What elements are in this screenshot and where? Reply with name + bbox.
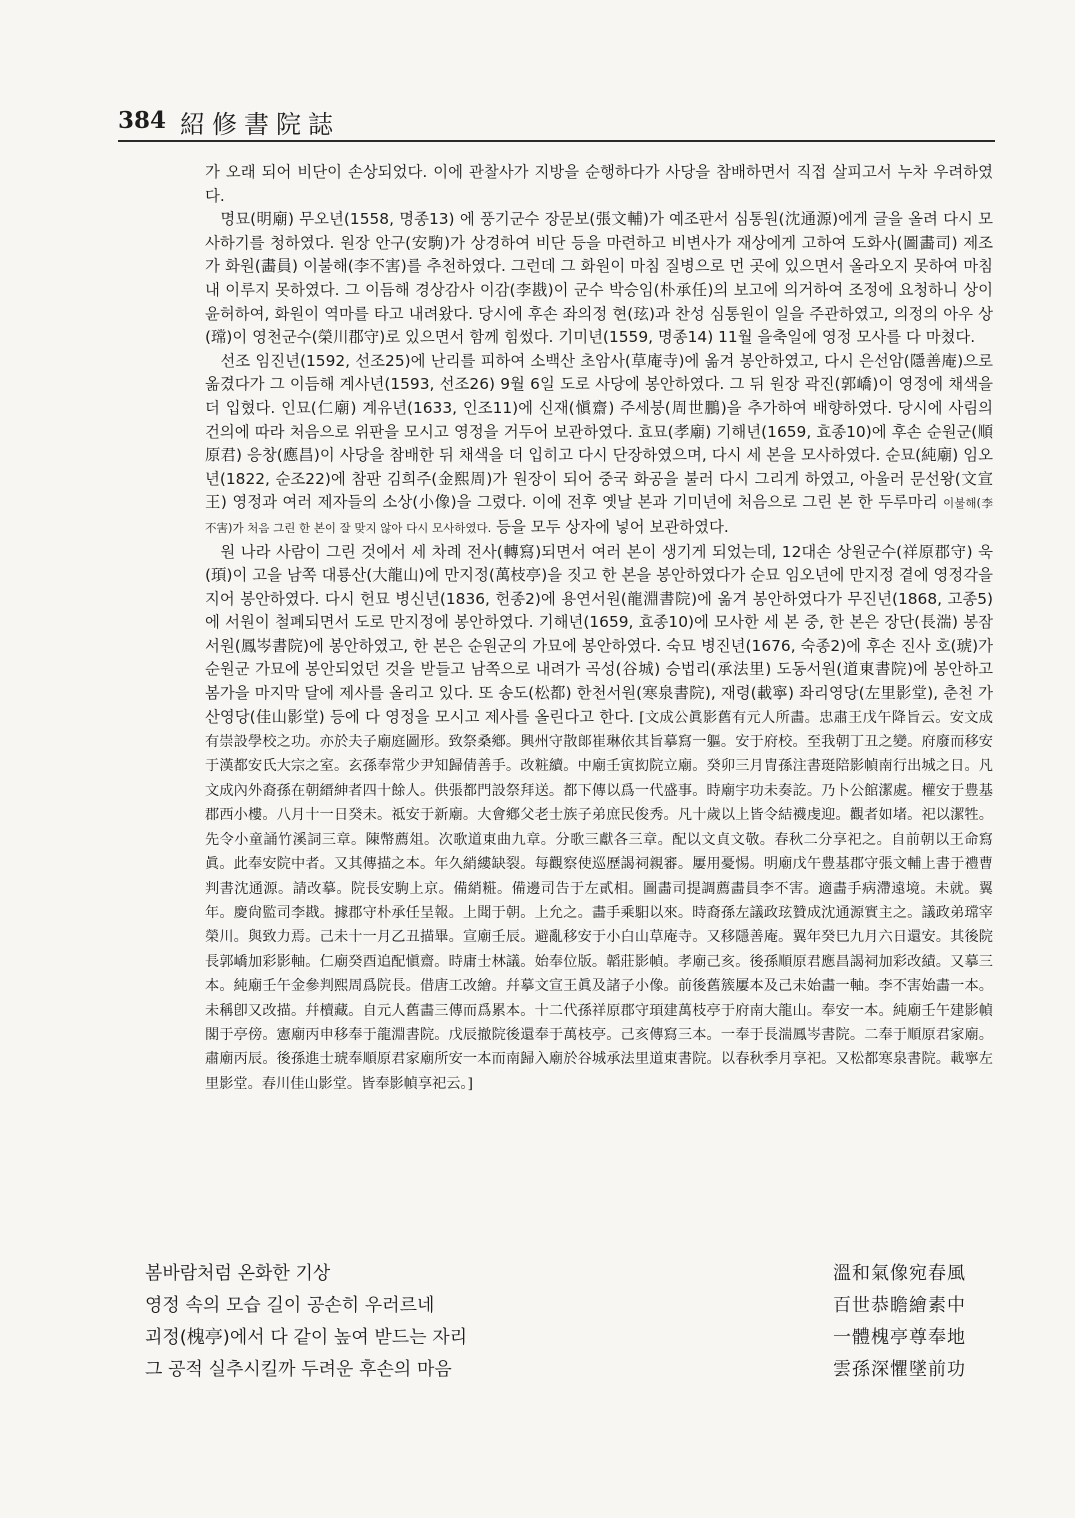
page-header xyxy=(118,103,998,143)
header-rule xyxy=(118,140,995,142)
page-number: 384 xyxy=(118,107,167,134)
inline-note: 이불해(李不害)가 처음 그린 한 본이 잘 맞지 않아 다시 모사하였다. xyxy=(205,496,993,535)
paragraph-4-text: 원 나라 사람이 그린 것에서 세 차례 전사(轉寫)되면서 여러 본이 생기게 되었는데, 12대손 상원군수(祥原郡守) 욱(頊)이 고을 남쪽 대룡산(大龍山)에 만지정(萬枝亭)을 짓고 한 본을 봉안하였다가 순묘 임오년에 만지정 곁에 영정각을 지어 봉안하였다. 다시 헌묘 병신년(1836, 헌종2)에 용연서원(龍淵書院)에 옮겨 봉안하였다가 무진년(1868, 고종5)에 서원이 철폐되면서 도로 만지정에 봉안하였다. 기해년(1659, 효종10)에 모사한 세 본 중, 한 본은 장단(長湍) 봉잠서원(鳳岑書院)에 봉안하였고, 한 본은 순원군의 가묘에 봉안하였다. 숙묘 병진년(1676, 숙종2)에 후손 진사 호(琥)가 순원군 가묘에 봉안되었던 것을 받들고 남쪽으로 내려가 곡성(谷城) 승법리(承法里) 도동서원(道東書院)에 봉안하고 봄가을 마지막 달에 제사를 올리고 있다. 또 송도(松都) 한천서원(寒泉書院), 재령(載寧) 좌리영당(左里影堂), 춘천 가산영당(佳山影堂) 등에 다 영정을 모시고 제사를 올린다고 한다. xyxy=(205,542,993,726)
poem-korean xyxy=(145,1258,705,1386)
paragraph-2: 명묘(明廟) 무오년(1558, 명종13) 에 풍기군수 장문보(張文輔)가 예조판서 심통원(沈通源)에게 글을 올려 다시 모사하기를 청하였다. 원장 안구(安駒)가 상경하여 비단 등을 마련하고 비변사가 재상에게 고하여 도화사(圖畵司) 제조가 화원(畵員) 이불해(李不害)를 추천하였다. 그런데 그 화원이 마침 질병으로 먼 곳에 있으면서 올라오지 못하여 마침내 이루지 못하였다. 그 이듬해 경상감사 이감(李戡)이 군수 박승임(朴承任)의 보고에 의거하여 조정에 요청하니 상이 윤허하여, 화원이 역마를 타고 내려왔다. 당시에 후손 좌의정 현(玹)과 찬성 심통원이 일을 주관하였고, 의정의 아우 상(瑺)이 영천군수(榮川郡守)로 있으면서 함께 힘썼다. 기미년(1559, 명종14) 11월 을축일에 영정 모사를 다 마쳤다. xyxy=(205,210,993,347)
paragraph-4 xyxy=(205,541,993,1097)
paragraph-3-tail: 등을 모두 상자에 넣어 보관하였다. xyxy=(496,517,729,536)
poem-korean-line: 괴정(槐亭)에서 다 같이 높여 받드는 자리 xyxy=(145,1327,468,1348)
poem-korean-line: 봄바람처럼 온화한 기상 xyxy=(145,1263,331,1284)
book-title: 紹修書院誌 xyxy=(180,110,341,139)
paragraph-3-text: 선조 임진년(1592, 선조25)에 난리를 피하여 소백산 초암사(草庵寺)에 옮겨 봉안하였고, 다시 은선암(隱善庵)으로 옮겼다가 그 이듬해 계사년(1593, 선조26) 9월 6일 도로 사당에 봉안하였다. 그 뒤 원장 곽진(郭嶠)이 영정에 채색을 더 입혔다. 인묘(仁廟) 계유년(1633, 인조11)에 신재(愼齋) 주세붕(周世鵬)을 추가하여 배향하였다. 당시에 사림의 건의에 따라 처음으로 위판을 모시고 영정을 거두어 보관하였다. 효묘(孝廟) 기해년(1659, 효종10)에 후손 순원군(順原君) 응창(應昌)이 사당을 참배한 뒤 채색을 더 입히고 다시 단장하였으며, 다시 세 본을 모사하였다. 순묘(純廟) 임오년(1822, 순조22)에 참판 김희주(金熙周)가 원장이 되어 중국 화공을 불러 다시 그리게 하였고, 아울러 문선왕(文宣王) 영정과 여러 제자들의 소상(小像)을 그렸다. 이에 전후 옛날 본과 기미년에 처음으로 그린 본 한 두루마리 xyxy=(205,351,993,512)
hanmun-original-text: [文成公眞影舊有元人所畵。忠肅王戊午降旨云。安文成有崇設學校之功。亦於夫子廟庭圖形。致祭桑鄕。興州守散郞崔琳依其旨摹寫一軀。安于府校。至我朝丁丑之變。府廢而移安于漢都安氏大宗之室。玄孫奉常少尹知歸倩善手。改粧續。中廟壬寅抝院立廟。癸卯三月冑孫注書珽陪影幀南行出城之日。凡文成內外裔孫在朝縉紳者四十餘人。供張都門設祭拜送。都下傳以爲一代盛事。時廟宇功未奏訖。乃卜公館潔處。權安于豊基郡西小樓。八月十一日癸未。祗安于新廟。大會鄕父老士族子弟庶民俊秀。凡十歲以上皆令結襪虔迎。觀者如堵。祀以潔牲。先令小童誦竹溪詞三章。陳幣薦俎。次歌道東曲九章。分歌三獻各三章。配以文貞文敬。春秋二分享祀之。自前朝以王命寫眞。此奉安院中者。又其傳描之本。年久綃縷缺裂。每觀察使巡歷謁祠親審。屢用憂惕。明廟戊午豊基郡守張文輔上書于禮曹判書沈通源。請改摹。院長安駒上京。備綃糚。備邊司告于左貳相。圖畵司提調薦畵員李不害。適畵手病滯遠境。未就。翼年。慶尙監司李戡。據郡守朴承任呈報。上聞于朝。上允之。畵手乘馹以來。時裔孫左議政玹贊成沈通源實主之。議政弟瑺宰榮川。與致力焉。己未十一月乙丑描畢。宣廟壬辰。避亂移安于小白山草庵寺。又移隱善庵。翼年癸巳九月六日還安。其後院長郭嶠加彩影軸。仁廟癸酉追配愼齋。時庸士林議。始奉位版。韜莊影幀。孝廟己亥。後孫順原君應昌謁祠加彩改績。又摹三本。純廟壬午金參判熙周爲院長。借唐工改繪。幷摹文宣王眞及諸子小像。前後舊簇屢本及己未始畵一軸。李不害始畵一本。未稱卽又改描。幷櫝藏。自元人舊畵三傳而爲累本。十二代孫祥原郡守頊建萬枝亭于府南大龍山。奉安一本。純廟壬午建影幀閣于亭傍。憲廟丙申移奉于龍淵書院。戊辰撤院後還奉于萬枝亭。己亥傳寫三本。一奉于長湍鳳岑書院。二奉于順原君家廟。肅廟丙辰。後孫進士琥奉順原君家廟所安一本而南歸入廟於谷城承法里道東書院。以春秋季月享祀。又松都寒泉書院。載寧左里影堂。春川佳山影堂。皆奉影幀享祀云。] xyxy=(205,709,993,1092)
poem-hanmun-line: 溫和氣像宛春風 xyxy=(833,1263,966,1284)
poem-hanmun-line: 雲孫深懼墜前功 xyxy=(833,1359,966,1380)
body-text xyxy=(205,161,993,1096)
paragraph-1: 가 오래 되어 비단이 손상되었다. 이에 관찰사가 지방을 순행하다가 사당을 참배하면서 직접 살피고서 누차 우려하였다. xyxy=(205,163,993,205)
paragraph-3 xyxy=(205,350,993,541)
poem-korean-line: 영정 속의 모습 길이 공손히 우러르네 xyxy=(145,1295,435,1316)
poem-korean-line: 그 공적 실추시킬까 두려운 후손의 마음 xyxy=(145,1359,452,1380)
poem-hanmun-line: 百世恭瞻繪素中 xyxy=(833,1295,966,1316)
poem-hanmun-line: 一體槐亭尊奉地 xyxy=(833,1327,966,1348)
poem-hanmun xyxy=(833,1258,1003,1386)
